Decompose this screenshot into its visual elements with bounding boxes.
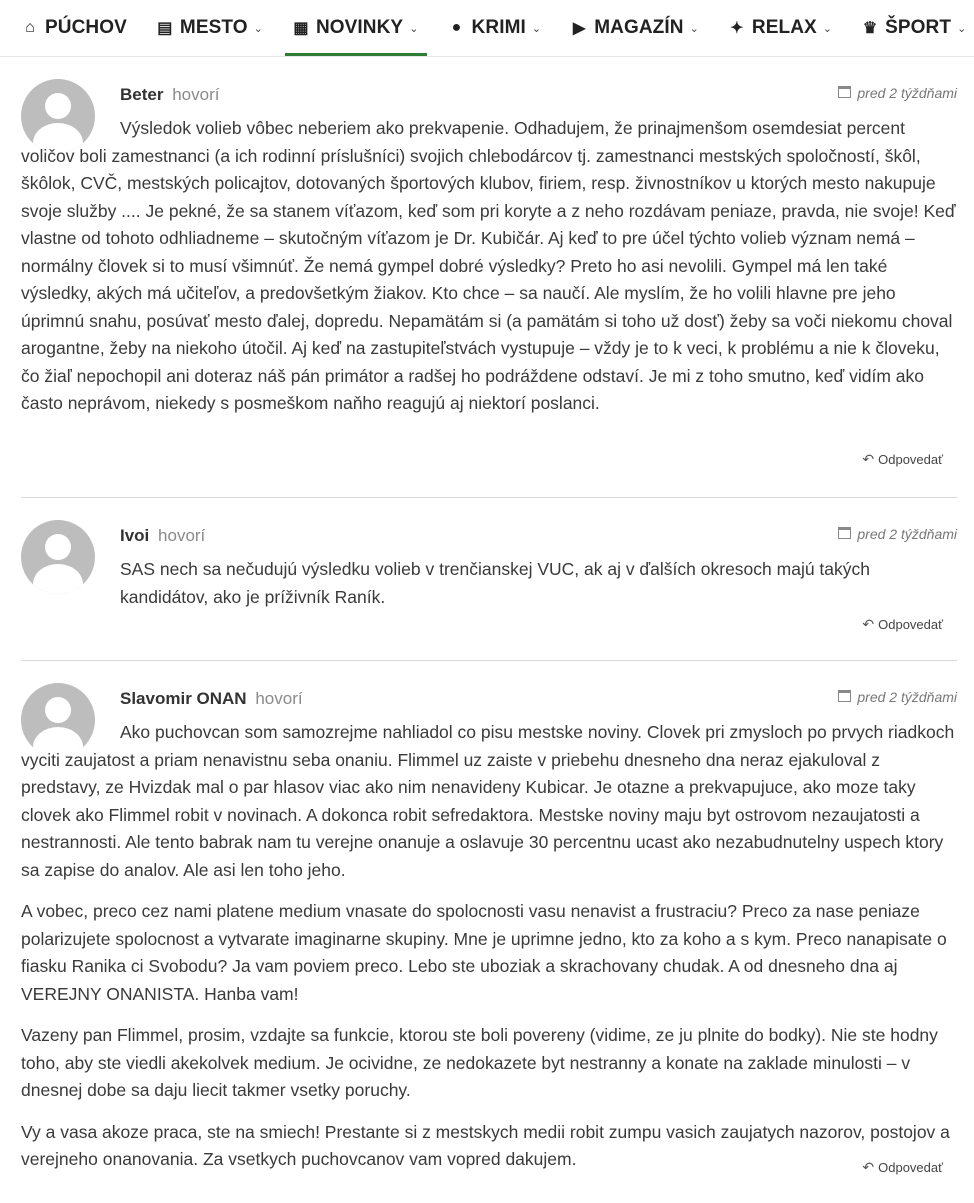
trophy-icon: ♛ [862,20,878,37]
comment [21,497,957,660]
fire-icon: ● [451,19,462,36]
calendar-icon [838,527,851,539]
reply-button[interactable] [862,616,943,633]
reply-button[interactable] [862,1159,943,1176]
nav-item-relax[interactable] [729,0,832,56]
nav-item-novinky[interactable] [285,0,427,56]
comment-paragraph: Vazeny pan Flimmel, prosim, vzdajte sa funkcie, ktorou ste boli povereny (vidime, ze ju plnite do bodky). Nie ste hodny toho, aby ste viedli akekolvek medium. Je ocividne, ze nedokazete byt nestranny a konate na zaklade minulosti – v dnesnej dobe sa daju liecit takmer vsetky poruchy. [21,1025,938,1100]
date-text: pred 2 týždňami [857,689,957,705]
says-label: hovorí [255,689,303,708]
video-icon: ▶ [573,20,586,37]
says-label: hovorí [158,526,206,545]
comment [21,660,957,1203]
comment-list [0,57,974,1203]
comment-date[interactable] [838,526,957,542]
chevron-down-icon: ⌄ [531,22,542,35]
nav-label: MESTO [179,17,248,38]
nav-item-mesto[interactable] [157,0,263,56]
comment-date[interactable] [838,85,957,101]
date-text: pred 2 týždňami [857,526,957,542]
main-navigation [0,0,974,57]
building-icon: ▤ [157,20,173,37]
nav-label: RELAX [751,17,817,38]
nav-label: MAGAZÍN [594,17,684,38]
comment-author [120,689,303,709]
comment-paragraph: Výsledok volieb vôbec neberiem ako prekvapenie. Odhadujem, že prinajmenšom osemdesiat percent voličov boli zamestnanci (a ich rodinní príslušníci) svojich chlebodárcov tj. zamestnanci mestských spoločností, škôl, škôlok, CVČ, mestských policajtov, dotovaných športových klubov, firiem, resp. živnostníkov u ktorých mesto nakupuje svoje služby .... Je pekné, že sa stanem víťazom, keď som pri koryte a z neho rozdávam peniaze, pravda, nie svoje! Keď vlastne od tohoto odhliadneme – skutočným víťazom je Dr. Kubičár. Aj keď to pre účel týchto volieb význam nemá – normálny človek si to musí všimnúť. Že nemá gympel dobré výsledky? Preto ho asi nevolili. Gympel má len také výsledky, akých má učiteľov, a predovšetkým žiakov. Kto chce – sa naučí. Ale myslím, že ho volili hlavne pre jeho úprimnú snahu, posúvať mesto ďalej, dopredu. Nepamätám si (a pamätám si toho už dosť) žeby sa voči niekomu choval arogantne, žeby na niekoho útočil. Aj keď na zastupiteľstvách vystupuje – vždy je to k veci, k problému a nie k človeku, čo žiaľ nepochopil ani doteraz náš pán primátor a radšej ho podráždene odstaví. Je mi z toho smutno, keď vidím ako často neprávom, niekedy s posmeškom naňho reagujú aj niektorí poslanci. [21,118,956,413]
nav-label: PÚCHOV [45,17,127,38]
avatar-shoulders [33,564,83,594]
nav-item-puchov[interactable] [22,0,127,56]
chevron-down-icon: ⌄ [822,22,833,35]
comment [21,57,957,497]
reply-label: Odpovedať [878,452,943,467]
calendar-icon [838,690,851,702]
comment-paragraph: SAS nech sa nečudujú výsledku volieb v trenčianskej VUC, ak aj v ďalších okresoch majú takých kandidátov, ako je príživník Raník. [120,559,871,607]
chevron-down-icon: ⌄ [409,22,419,35]
comment-author [120,85,219,105]
nav-item-krimi[interactable] [449,0,542,56]
author-name[interactable]: Ivoi [120,526,150,545]
document-icon: ▦ [293,20,309,37]
reply-icon: ↶ [862,451,875,467]
reply-icon: ↶ [862,1159,875,1175]
comment-body [120,556,957,625]
comment-body [21,115,957,432]
figure-icon: ✦ [730,20,744,37]
comment-body [21,719,957,1188]
chevron-down-icon: ⌄ [253,22,263,35]
nav-item-sport[interactable] [862,0,966,56]
reply-icon: ↶ [862,616,875,632]
nav-label: KRIMI [471,17,526,38]
nav-item-magazin[interactable] [571,0,699,56]
nav-label: ŠPORT [885,17,952,38]
chevron-down-icon: ⌄ [689,22,699,35]
reply-label: Odpovedať [878,617,943,632]
comment-date[interactable] [838,689,957,705]
says-label: hovorí [172,85,220,104]
avatar [21,520,95,594]
calendar-icon [838,86,851,98]
comment-paragraph: Vy a vasa akoze praca, ste na smiech! Prestante si z mestskych medii robit zumpu vasich zaujatych nazorov, postojov a verejneho onanovania. Za vsetkych puchovcanov vam vopred dakujem. [21,1121,950,1169]
reply-button[interactable] [862,451,943,468]
avatar-head [45,534,71,560]
comment-paragraph: Ako puchovcan som samozrejme nahliadol co pisu mestske noviny. Clovek pri zmysloch po prvych riadkoch vyciti zaujatost a priam nenavistnu seba onaniu. Flimmel uz zaiste v priebehu dnesneho dna neraz ejakuloval z predstavy, ze Hvizdak mal o par hlasov viac ako nim nenavideny Kubicar. Je otazne a prekvapujuce, ako moze taky clovek ako Flimmel robit v novinach. A dokonca robit sefredaktora. Mestske noviny maju byt ostrovom nezaujatosti a nestrannosti. Ale tento babrak nam tu verejne onanuje a oslavuje 30 percentnu ucast ako nezabudnutelny uspech ktory sa zapise do analov. Ale asi len toho jeho. [21,722,955,880]
home-icon: ⌂ [25,19,35,36]
nav-label: NOVINKY [315,17,404,38]
author-name[interactable]: Slavomir ONAN [120,689,247,708]
author-name[interactable]: Beter [120,85,164,104]
chevron-down-icon: ⌄ [957,22,967,35]
date-text: pred 2 týždňami [857,85,957,101]
reply-label: Odpovedať [878,1160,943,1175]
comment-paragraph: A vobec, preco cez nami platene medium vnasate do spolocnosti vasu nenavist a frustraciu? Preco za nase peniaze polarizujete spolocnost a vytvarate imaginarne skupiny. Mne je uprimne jedno, kto za koho a s kym. Preco nanapisate o fiasku Ranika ci Svobodu? Ja vam poviem preco. Lebo ste uboziak a skrachovany chudak. A od dnesneho dna aj VEREJNY ONANISTA. Hanba vam! [21,901,947,1004]
comment-author [120,526,205,546]
